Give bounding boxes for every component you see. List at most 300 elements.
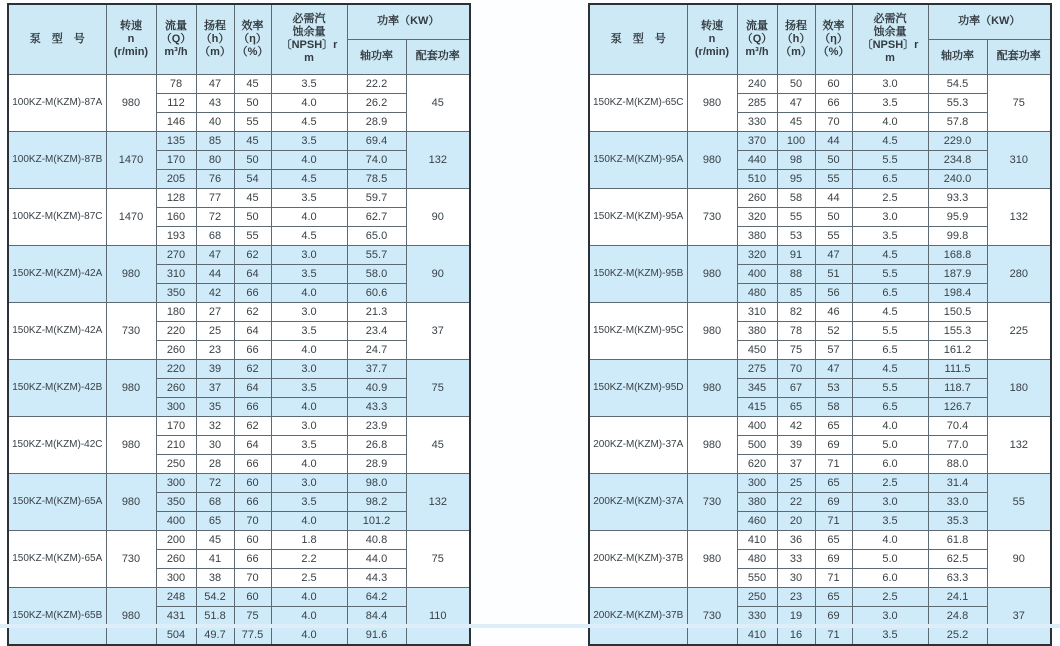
matched-power-cell: 90 [406,188,470,245]
head-column-header-line: （m） [780,45,812,58]
head-column-header-line: （m） [199,45,231,58]
matched-power-cell: 90 [406,245,470,302]
flow-cell: 500 [737,435,777,454]
head-cell: 100 [777,131,815,150]
npsh-cell: 4.0 [271,283,347,302]
efficiency-cell: 65 [815,587,852,606]
flow-cell: 320 [737,207,777,226]
flow-cell: 170 [156,416,196,435]
efficiency-cell: 64 [234,378,271,397]
head-cell: 72 [196,207,234,226]
pump-model-cell: 200KZ-M(KZM)-37B [589,587,687,645]
efficiency-cell: 71 [815,625,852,645]
shaft-power-cell: 62.5 [928,549,987,568]
efficiency-cell: 69 [815,435,852,454]
efficiency-column-header [234,4,271,74]
flow-cell: 380 [737,226,777,245]
flow-cell: 300 [156,473,196,492]
speed-cell: 980 [106,416,156,473]
npsh-cell: 4.0 [271,340,347,359]
table-row [589,587,1051,606]
flow-cell: 310 [156,264,196,283]
flow-cell: 250 [737,587,777,606]
flow-cell: 260 [156,340,196,359]
matched-power-cell: 225 [987,302,1051,359]
npsh-cell: 5.5 [852,378,928,397]
flow-cell: 550 [737,568,777,587]
shaft-power-cell: 91.6 [347,625,406,645]
npsh-cell: 4.0 [271,454,347,473]
flow-cell: 400 [156,511,196,530]
efficiency-cell: 71 [815,511,852,530]
npsh-cell: 4.5 [271,226,347,245]
efficiency-cell: 55 [234,226,271,245]
pump-model-cell: 150KZ-M(KZM)-42B [8,359,106,416]
npsh-cell: 4.5 [852,302,928,321]
matched-power-cell: 132 [987,416,1051,473]
npsh-cell: 3.5 [271,321,347,340]
matched-power-cell: 45 [406,416,470,473]
flow-cell: 460 [737,511,777,530]
efficiency-cell: 57 [815,340,852,359]
npsh-cell: 4.5 [852,359,928,378]
speed-cell: 980 [106,245,156,302]
npsh-cell: 5.5 [852,150,928,169]
efficiency-cell: 55 [815,226,852,245]
pump-spec-table [7,3,471,646]
flow-cell: 310 [737,302,777,321]
head-cell: 23 [196,340,234,359]
head-cell: 30 [196,435,234,454]
head-column-header-line: 扬程 [785,19,807,32]
efficiency-cell: 60 [234,530,271,549]
shaft-power-cell: 26.2 [347,93,406,112]
flow-cell: 480 [737,283,777,302]
head-cell: 36 [777,530,815,549]
flow-cell: 240 [737,74,777,93]
speed-cell: 980 [106,359,156,416]
shaft-power-cell: 28.9 [347,112,406,131]
speed-cell: 980 [687,416,737,473]
npsh-cell: 3.5 [271,378,347,397]
flow-cell: 300 [156,397,196,416]
npsh-cell: 3.5 [852,93,928,112]
shaft-power-cell: 155.3 [928,321,987,340]
matched-power-cell: 280 [987,245,1051,302]
npsh-cell: 6.0 [852,454,928,473]
speed-cell: 980 [106,74,156,131]
shaft-power-cell: 33.0 [928,492,987,511]
matched-power-column-header [406,39,470,74]
shaft-power-cell: 168.8 [928,245,987,264]
npsh-cell: 3.0 [271,416,347,435]
speed-cell: 730 [687,587,737,645]
efficiency-column-header-line: （%） [817,45,850,58]
head-cell: 55 [777,207,815,226]
efficiency-cell: 64 [234,435,271,454]
shaft-power-cell: 70.4 [928,416,987,435]
efficiency-column-header-line: （%） [236,45,269,58]
speed-cell: 730 [106,302,156,359]
shaft-power-cell: 111.5 [928,359,987,378]
efficiency-cell: 52 [815,321,852,340]
speed-column-header-line: n [127,32,135,45]
speed-column-header-line: 转速 [701,19,723,32]
flow-cell: 270 [156,245,196,264]
efficiency-column-header-line: （η） [819,32,848,45]
table-row [589,359,1051,378]
efficiency-cell: 54 [234,169,271,188]
pump-model-cell: 150KZ-M(KZM)-95A [589,131,687,188]
shaft-power-cell: 126.7 [928,397,987,416]
head-cell: 32 [196,416,234,435]
npsh-cell: 3.5 [271,131,347,150]
npsh-cell: 3.0 [271,473,347,492]
efficiency-cell: 47 [815,245,852,264]
npsh-cell: 3.5 [852,511,928,530]
shaft-power-cell: 78.5 [347,169,406,188]
head-cell: 39 [777,435,815,454]
efficiency-cell: 62 [234,416,271,435]
shaft-power-cell: 24.8 [928,606,987,625]
head-cell: 50 [777,74,815,93]
head-cell: 78 [777,321,815,340]
pump-spec-table [588,3,1052,646]
npsh-cell: 4.0 [852,416,928,435]
head-cell: 95 [777,169,815,188]
npsh-cell: 5.5 [852,264,928,283]
speed-column-header [106,4,156,74]
flow-cell: 415 [737,397,777,416]
npsh-cell: 3.5 [271,74,347,93]
model-column-header [589,4,687,74]
head-cell: 72 [196,473,234,492]
npsh-cell: 3.0 [852,74,928,93]
shaft-power-cell: 61.8 [928,530,987,549]
table-row [8,416,470,435]
matched-power-cell: 180 [987,359,1051,416]
head-cell: 40 [196,112,234,131]
shaft-power-cell: 55.3 [928,93,987,112]
efficiency-cell: 65 [815,416,852,435]
npsh-cell: 3.5 [271,435,347,454]
flow-cell: 180 [156,302,196,321]
speed-cell: 980 [687,131,737,188]
head-cell: 65 [196,511,234,530]
npsh-cell: 3.0 [852,606,928,625]
npsh-column-header-line: 必需汽 [292,13,326,26]
flow-cell: 350 [156,283,196,302]
npsh-cell: 6.5 [852,169,928,188]
efficiency-cell: 46 [815,302,852,321]
flow-cell: 260 [156,549,196,568]
flow-cell: 248 [156,587,196,606]
head-column-header [777,4,815,74]
efficiency-cell: 60 [234,473,271,492]
efficiency-cell: 50 [234,150,271,169]
flow-cell: 200 [156,530,196,549]
npsh-column-header-line: 蚀余量 [873,26,907,39]
flow-cell: 250 [156,454,196,473]
shaft-power-cell: 21.3 [347,302,406,321]
npsh-cell: 5.5 [852,321,928,340]
table-row [589,473,1051,492]
npsh-cell: 4.5 [271,169,347,188]
flow-column-header [737,4,777,74]
efficiency-cell: 56 [815,283,852,302]
shaft-power-cell: 24.7 [347,340,406,359]
head-cell: 75 [777,340,815,359]
efficiency-cell: 44 [815,188,852,207]
shaft-power-cell: 118.7 [928,378,987,397]
flow-cell: 285 [737,93,777,112]
shaft-power-cell: 95.9 [928,207,987,226]
head-cell: 22 [777,492,815,511]
head-cell: 42 [196,283,234,302]
speed-cell: 1470 [106,131,156,188]
head-cell: 37 [777,454,815,473]
pump-model-cell: 100KZ-M(KZM)-87B [8,131,106,188]
shaft-power-cell: 23.4 [347,321,406,340]
table-row [8,530,470,549]
shaft-power-column-header-line: 轴功率 [360,50,393,62]
efficiency-cell: 66 [815,93,852,112]
head-cell: 27 [196,302,234,321]
npsh-cell: 4.0 [852,112,928,131]
flow-cell: 220 [156,359,196,378]
speed-cell: 730 [687,473,737,530]
npsh-cell: 4.5 [271,112,347,131]
power-column-header-line: 功率（KW） [377,15,440,28]
table-row [8,245,470,264]
head-cell: 39 [196,359,234,378]
pump-table-right-container [588,3,1052,646]
flow-cell: 450 [737,340,777,359]
pump-model-cell: 150KZ-M(KZM)-95D [589,359,687,416]
flow-cell: 260 [156,378,196,397]
head-cell: 76 [196,169,234,188]
flow-cell: 345 [737,378,777,397]
efficiency-cell: 50 [815,207,852,226]
npsh-column-header [271,4,347,74]
power-column-header [928,4,1051,39]
head-column-header-line: （h） [781,32,811,45]
pump-model-cell: 150KZ-M(KZM)-95A [589,188,687,245]
shaft-power-cell: 69.4 [347,131,406,150]
table-row [589,188,1051,207]
efficiency-cell: 66 [234,283,271,302]
flow-cell: 160 [156,207,196,226]
shaft-power-cell: 88.0 [928,454,987,473]
flow-cell: 620 [737,454,777,473]
head-cell: 54.2 [196,587,234,606]
shaft-power-cell: 40.9 [347,378,406,397]
model-column-header-line: 泵 型 号 [29,32,85,45]
shaft-power-cell: 31.4 [928,473,987,492]
table-row [589,74,1051,93]
npsh-cell: 3.0 [271,359,347,378]
shaft-power-cell: 77.0 [928,435,987,454]
shaft-power-cell: 84.4 [347,606,406,625]
flow-cell: 410 [737,625,777,645]
efficiency-column-header-line: 效率 [241,19,264,32]
speed-cell: 980 [687,359,737,416]
shaft-power-cell: 101.2 [347,511,406,530]
npsh-cell: 2.5 [852,188,928,207]
npsh-column-header-line: 〔NPSH〕r [861,39,919,52]
efficiency-cell: 66 [234,340,271,359]
flow-cell: 135 [156,131,196,150]
pump-model-cell: 150KZ-M(KZM)-65A [8,530,106,587]
npsh-cell: 4.0 [271,397,347,416]
shaft-power-column-header [347,39,406,74]
npsh-cell: 6.5 [852,283,928,302]
efficiency-cell: 47 [815,359,852,378]
shaft-power-cell: 64.2 [347,587,406,606]
npsh-cell: 6.5 [852,397,928,416]
efficiency-cell: 69 [815,549,852,568]
matched-power-cell: 45 [406,74,470,131]
head-cell: 65 [777,397,815,416]
table-row [589,131,1051,150]
table-row [8,302,470,321]
flow-cell: 260 [737,188,777,207]
head-cell: 49.7 [196,625,234,645]
flow-cell: 275 [737,359,777,378]
flow-cell: 300 [737,473,777,492]
npsh-column-header-line: m [304,52,314,65]
speed-cell: 980 [106,473,156,530]
head-cell: 16 [777,625,815,645]
shaft-power-cell: 40.8 [347,530,406,549]
shaft-power-cell: 25.2 [928,625,987,645]
head-column-header [196,4,234,74]
npsh-cell: 4.0 [271,207,347,226]
efficiency-cell: 62 [234,359,271,378]
efficiency-cell: 45 [234,74,271,93]
head-cell: 25 [777,473,815,492]
table-row [8,473,470,492]
flow-cell: 400 [737,264,777,283]
matched-power-column-header-line: 配套功率 [996,50,1041,62]
efficiency-cell: 66 [234,492,271,511]
speed-cell: 980 [687,74,737,131]
table-row [8,188,470,207]
shaft-power-cell: 229.0 [928,131,987,150]
matched-power-cell: 75 [406,359,470,416]
shaft-power-cell: 74.0 [347,150,406,169]
efficiency-cell: 70 [234,511,271,530]
shaft-power-cell: 44.0 [347,549,406,568]
efficiency-cell: 66 [234,397,271,416]
efficiency-cell: 77.5 [234,625,271,645]
npsh-cell: 3.5 [271,492,347,511]
efficiency-cell: 62 [234,302,271,321]
shaft-power-cell: 28.9 [347,454,406,473]
pump-model-cell: 150KZ-M(KZM)-95B [589,245,687,302]
flow-cell: 170 [156,150,196,169]
npsh-cell: 3.5 [271,188,347,207]
npsh-cell: 1.8 [271,530,347,549]
speed-cell: 1470 [106,188,156,245]
flow-column-header-line: 流量 [165,19,187,32]
shaft-power-column-header-line: 轴功率 [941,50,974,62]
shaft-power-cell: 57.8 [928,112,987,131]
head-cell: 85 [196,131,234,150]
matched-power-cell: 75 [987,74,1051,131]
table-row [589,302,1051,321]
flow-cell: 410 [737,530,777,549]
efficiency-cell: 71 [815,568,852,587]
efficiency-cell: 75 [234,606,271,625]
head-cell: 37 [196,378,234,397]
npsh-column-header-line: m [885,52,895,65]
efficiency-cell: 58 [815,397,852,416]
matched-power-cell: 132 [406,473,470,530]
shaft-power-cell: 22.2 [347,74,406,93]
efficiency-cell: 62 [234,245,271,264]
pump-table-left-container [7,3,471,646]
head-cell: 47 [777,93,815,112]
head-cell: 45 [196,530,234,549]
npsh-cell: 4.0 [271,606,347,625]
matched-power-cell: 110 [406,587,470,645]
flow-column-header-line: m³/h [164,45,188,58]
pump-model-cell: 200KZ-M(KZM)-37A [589,416,687,473]
speed-cell: 980 [687,302,737,359]
efficiency-cell: 64 [234,264,271,283]
shaft-power-cell: 98.0 [347,473,406,492]
table-row [8,587,470,606]
shaft-power-cell: 55.7 [347,245,406,264]
page-footer-strip [0,624,1060,628]
shaft-power-cell: 43.3 [347,397,406,416]
npsh-cell: 3.5 [852,226,928,245]
speed-column-header [687,4,737,74]
head-cell: 91 [777,245,815,264]
npsh-cell: 3.0 [852,492,928,511]
matched-power-cell: 310 [987,131,1051,188]
efficiency-cell: 45 [234,188,271,207]
efficiency-cell: 64 [234,321,271,340]
shaft-power-cell: 62.7 [347,207,406,226]
matched-power-cell: 37 [406,302,470,359]
flow-cell: 146 [156,112,196,131]
matched-power-cell: 75 [406,530,470,587]
flow-cell: 370 [737,131,777,150]
head-cell: 47 [196,245,234,264]
shaft-power-cell: 23.9 [347,416,406,435]
head-cell: 53 [777,226,815,245]
model-column-header-line: 泵 型 号 [610,32,666,45]
efficiency-cell: 66 [234,549,271,568]
efficiency-column-header [815,4,852,74]
speed-cell: 980 [106,587,156,645]
speed-cell: 730 [687,188,737,245]
efficiency-cell: 50 [815,150,852,169]
npsh-cell: 4.0 [271,587,347,606]
npsh-cell: 4.5 [852,245,928,264]
flow-cell: 112 [156,93,196,112]
speed-column-header-line: (r/min) [694,45,730,58]
flow-column-header-line: 流量 [746,19,768,32]
shaft-power-cell: 240.0 [928,169,987,188]
npsh-cell: 3.5 [852,625,928,645]
head-column-header-line: （h） [200,32,230,45]
flow-cell: 78 [156,74,196,93]
npsh-column-header-line: 必需汽 [873,13,907,26]
model-column-header [8,4,106,74]
